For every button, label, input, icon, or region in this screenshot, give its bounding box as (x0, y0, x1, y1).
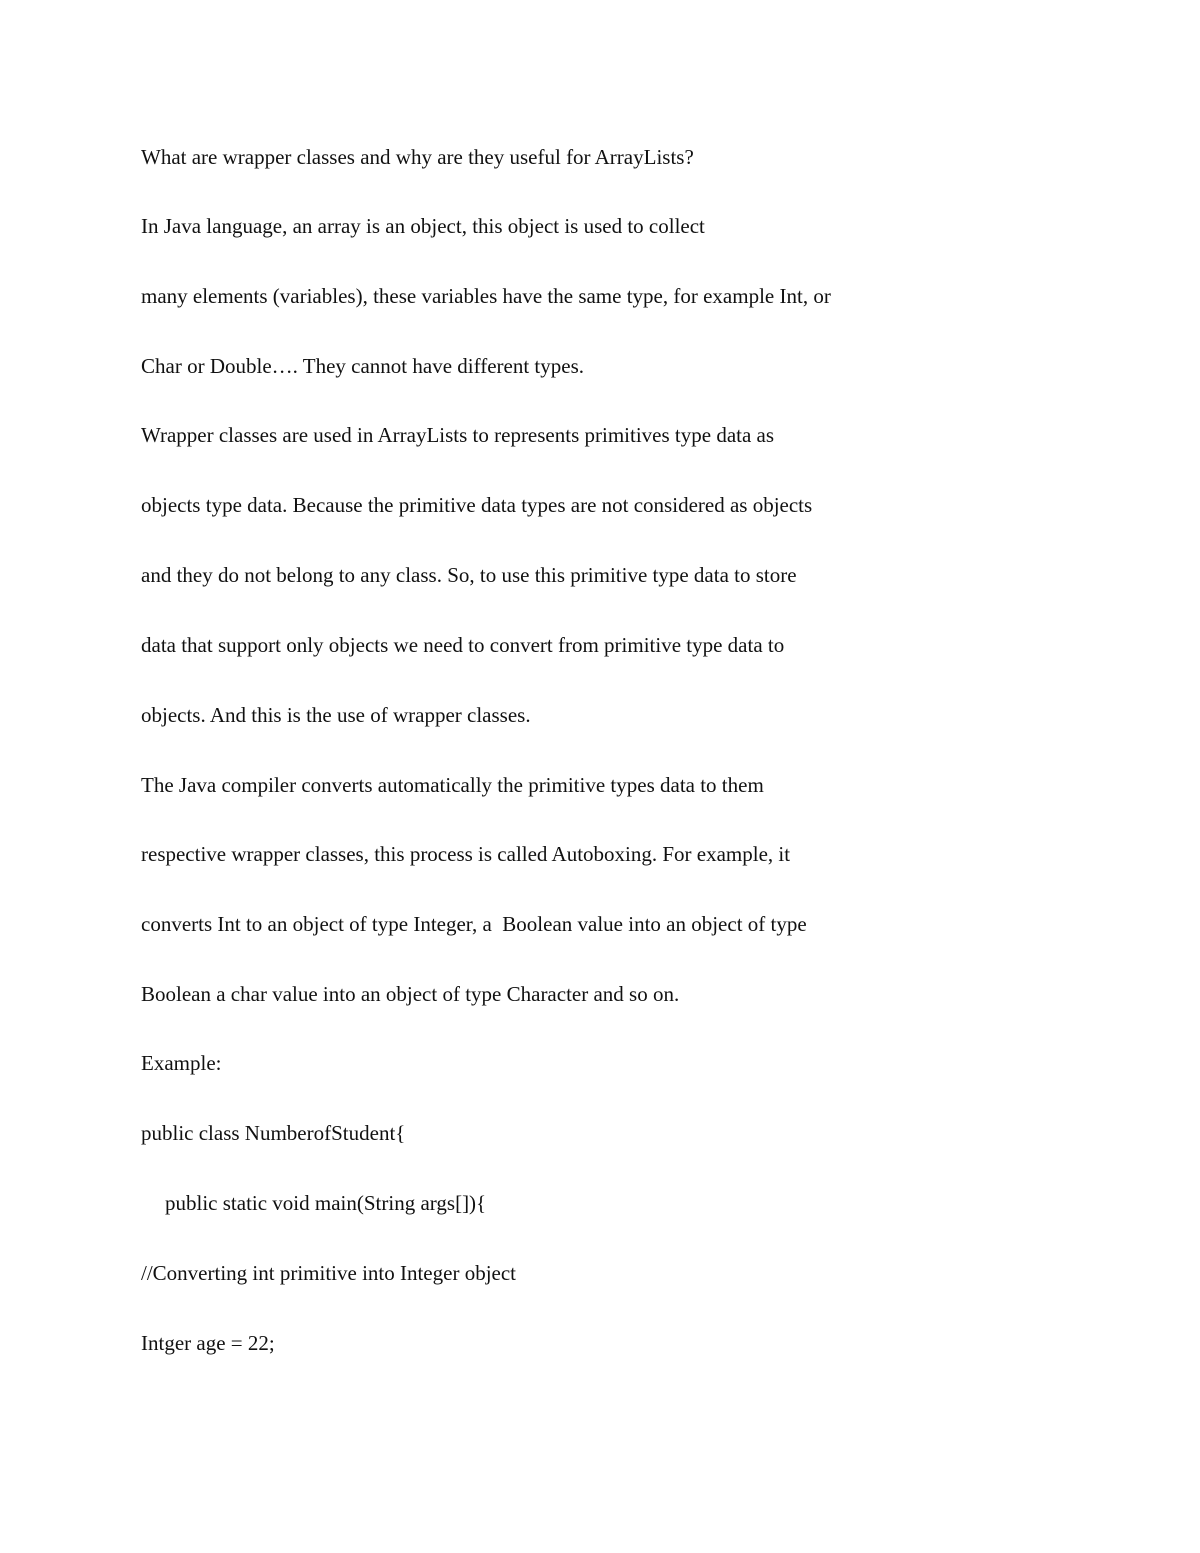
paragraph-line: Wrapper classes are used in ArrayLists to represents primitives type data as (141, 423, 775, 447)
paragraph-line: In Java language, an array is an object, this object is used to collect (141, 214, 705, 238)
paragraph-line: respective wrapper classes, this process is called Autoboxing. For example, it (141, 842, 791, 866)
code-line: public class NumberofStudent{ (141, 1121, 406, 1145)
paragraph-line: many elements (variables), these variables have the same type, for example Int, or (141, 284, 831, 308)
question-heading: What are wrapper classes and why are they useful for ArrayLists? (141, 145, 694, 169)
code-line: Intger age = 22; (141, 1331, 275, 1355)
paragraph-line: objects. And this is the use of wrapper classes. (141, 703, 531, 727)
paragraph-line: converts Int to an object of type Integer, a Boolean value into an object of type (141, 912, 807, 936)
paragraph-line: and they do not belong to any class. So, to use this primitive type data to store (141, 563, 797, 587)
paragraph-line: objects type data. Because the primitive data types are not considered as objects (141, 493, 813, 517)
paragraph-line: data that support only objects we need to convert from primitive type data to (141, 633, 785, 657)
paragraph-line: Boolean a char value into an object of type Character and so on. (141, 982, 680, 1006)
paragraph-line: Char or Double…. They cannot have different types. (141, 354, 585, 378)
code-line: public static void main(String args[]){ (165, 1191, 487, 1215)
paragraph-line: The Java compiler converts automatically the primitive types data to them (141, 773, 764, 797)
example-label: Example: (141, 1051, 222, 1075)
code-comment: //Converting int primitive into Integer object (141, 1261, 517, 1285)
